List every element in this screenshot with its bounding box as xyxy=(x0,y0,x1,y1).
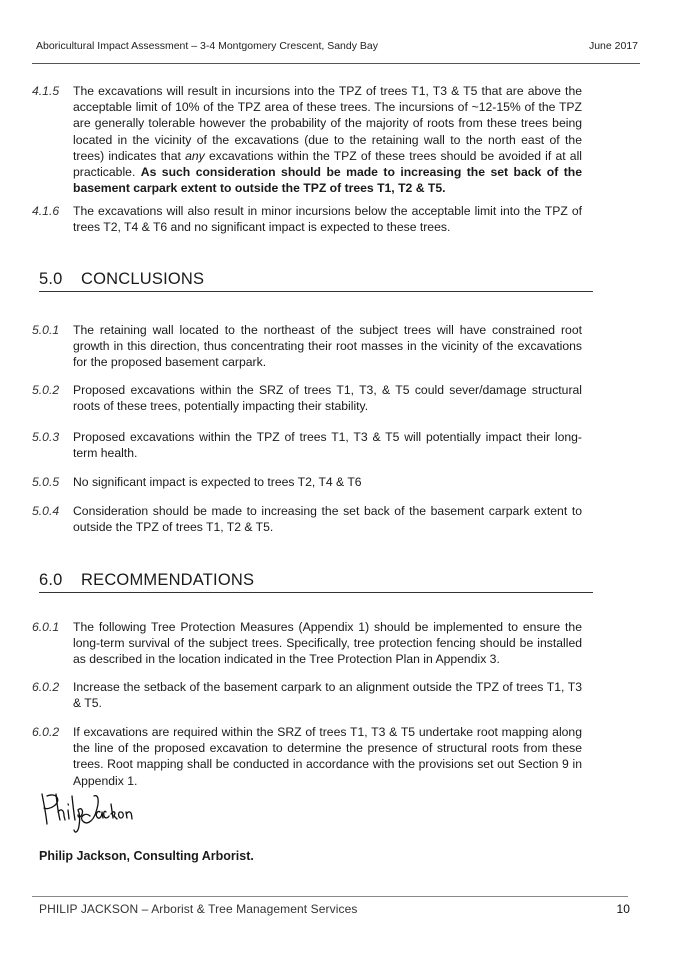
paragraph-number: 6.0.1 xyxy=(32,620,60,634)
paragraph-text: The excavations will result in incursions into the TPZ of trees T1, T3 & T5 that are above the acceptable limit of 10% of the TPZ area of these trees. The incursions of ~12-15% of the TPZ are generally tolerable however the probability of the majority of roots from these trees being located in the vicinity of the excavations (due to the retaining wall to the north east of the trees) indicates that any excavations within the TPZ of these trees should be avoided if at all practicable. As such consideration should be made to increasing the set back of the basement carpark extent to outside the TPZ of trees T1, T2 & T5. xyxy=(73,84,582,196)
signature-image xyxy=(34,790,144,840)
paragraph-5-0-1 xyxy=(32,322,582,371)
section-number: 6.0 xyxy=(39,571,63,589)
signatory-name: Philip Jackson, Consulting Arborist. xyxy=(39,849,254,863)
paragraph-number: 6.0.2 xyxy=(32,725,60,739)
paragraph-text: Increase the setback of the basement carpark to an alignment outside the TPZ of trees T1, T3 & T5. xyxy=(73,680,582,711)
paragraph-5-0-2 xyxy=(32,382,582,414)
paragraph-number: 6.0.2 xyxy=(32,680,60,694)
paragraph-text: The following Tree Protection Measures (Appendix 1) should be implemented to ensure the long-term survival of the subject trees. Specifically, tree protection fencing should be installed as described in the location indicated in the Tree Protection Plan in Appendix 3. xyxy=(73,620,582,667)
paragraph-5-0-3 xyxy=(32,429,582,461)
header-title: Aboricultural Impact Assessment – 3-4 Montgomery Crescent, Sandy Bay xyxy=(36,40,378,52)
paragraph-text: If excavations are required within the SRZ of trees T1, T3 & T5 undertake root mapping along the line of the proposed excavation to determine the presence of structural roots from these trees. Root mapping shall be conducted in accordance with the provisions set out Section 9 in Appendix 1. xyxy=(73,725,582,788)
paragraph-6-0-1 xyxy=(32,619,582,668)
paragraph-4-1-5 xyxy=(32,83,582,196)
paragraph-number: 4.1.6 xyxy=(32,204,60,218)
paragraph-number: 5.0.1 xyxy=(32,323,60,337)
paragraph-text: The retaining wall located to the northeast of the subject trees will have constrained root growth in this direction, thus concentrating their root masses in the vicinity of the excavations for the proposed basement carpark. xyxy=(73,323,582,370)
page-number: 10 xyxy=(616,902,630,916)
paragraph-5-0-5 xyxy=(32,474,582,490)
section-heading-recommendations xyxy=(39,571,593,593)
paragraph-number: 5.0.4 xyxy=(32,504,60,518)
paragraph-6-0-2b xyxy=(32,724,582,789)
section-title: RECOMMENDATIONS xyxy=(81,571,255,589)
footer-divider xyxy=(32,896,628,897)
header-date: June 2017 xyxy=(588,40,638,52)
paragraph-4-1-6 xyxy=(32,203,582,235)
paragraph-text: No significant impact is expected to trees T2, T4 & T6 xyxy=(73,475,362,489)
paragraph-text: Consideration should be made to increasing the set back of the basement carpark extent to outside the TPZ of trees T1, T2 & T5. xyxy=(73,504,582,535)
bold-recommendation: As such consideration should be made to increasing the set back of the basement carpark extent to outside the TPZ of trees T1, T2 & T5. xyxy=(73,165,582,196)
paragraph-number: 4.1.5 xyxy=(32,84,60,98)
section-heading-conclusions xyxy=(39,270,593,292)
footer-company: PHILIP JACKSON – Arborist & Tree Management Services xyxy=(39,902,358,916)
paragraph-text: Proposed excavations within the SRZ of trees T1, T3, & T5 could sever/damage structural roots of these trees, potentially impacting their stability. xyxy=(73,383,582,414)
paragraph-5-0-4 xyxy=(32,503,582,535)
paragraph-6-0-2 xyxy=(32,679,582,711)
paragraph-number: 5.0.5 xyxy=(32,475,60,489)
paragraph-text: Proposed excavations within the TPZ of trees T1, T3 & T5 will potentially impact their long-term health. xyxy=(73,430,582,461)
section-title: CONCLUSIONS xyxy=(81,270,205,288)
paragraph-text: The excavations will also result in minor incursions below the acceptable limit into the TPZ of trees T2, T4 & T6 and no significant impact is expected to these trees. xyxy=(73,204,582,235)
paragraph-number: 5.0.3 xyxy=(32,430,60,444)
section-number: 5.0 xyxy=(39,270,63,288)
emphasis-any: any xyxy=(185,148,205,163)
header-divider xyxy=(32,63,640,64)
paragraph-number: 5.0.2 xyxy=(32,383,60,397)
